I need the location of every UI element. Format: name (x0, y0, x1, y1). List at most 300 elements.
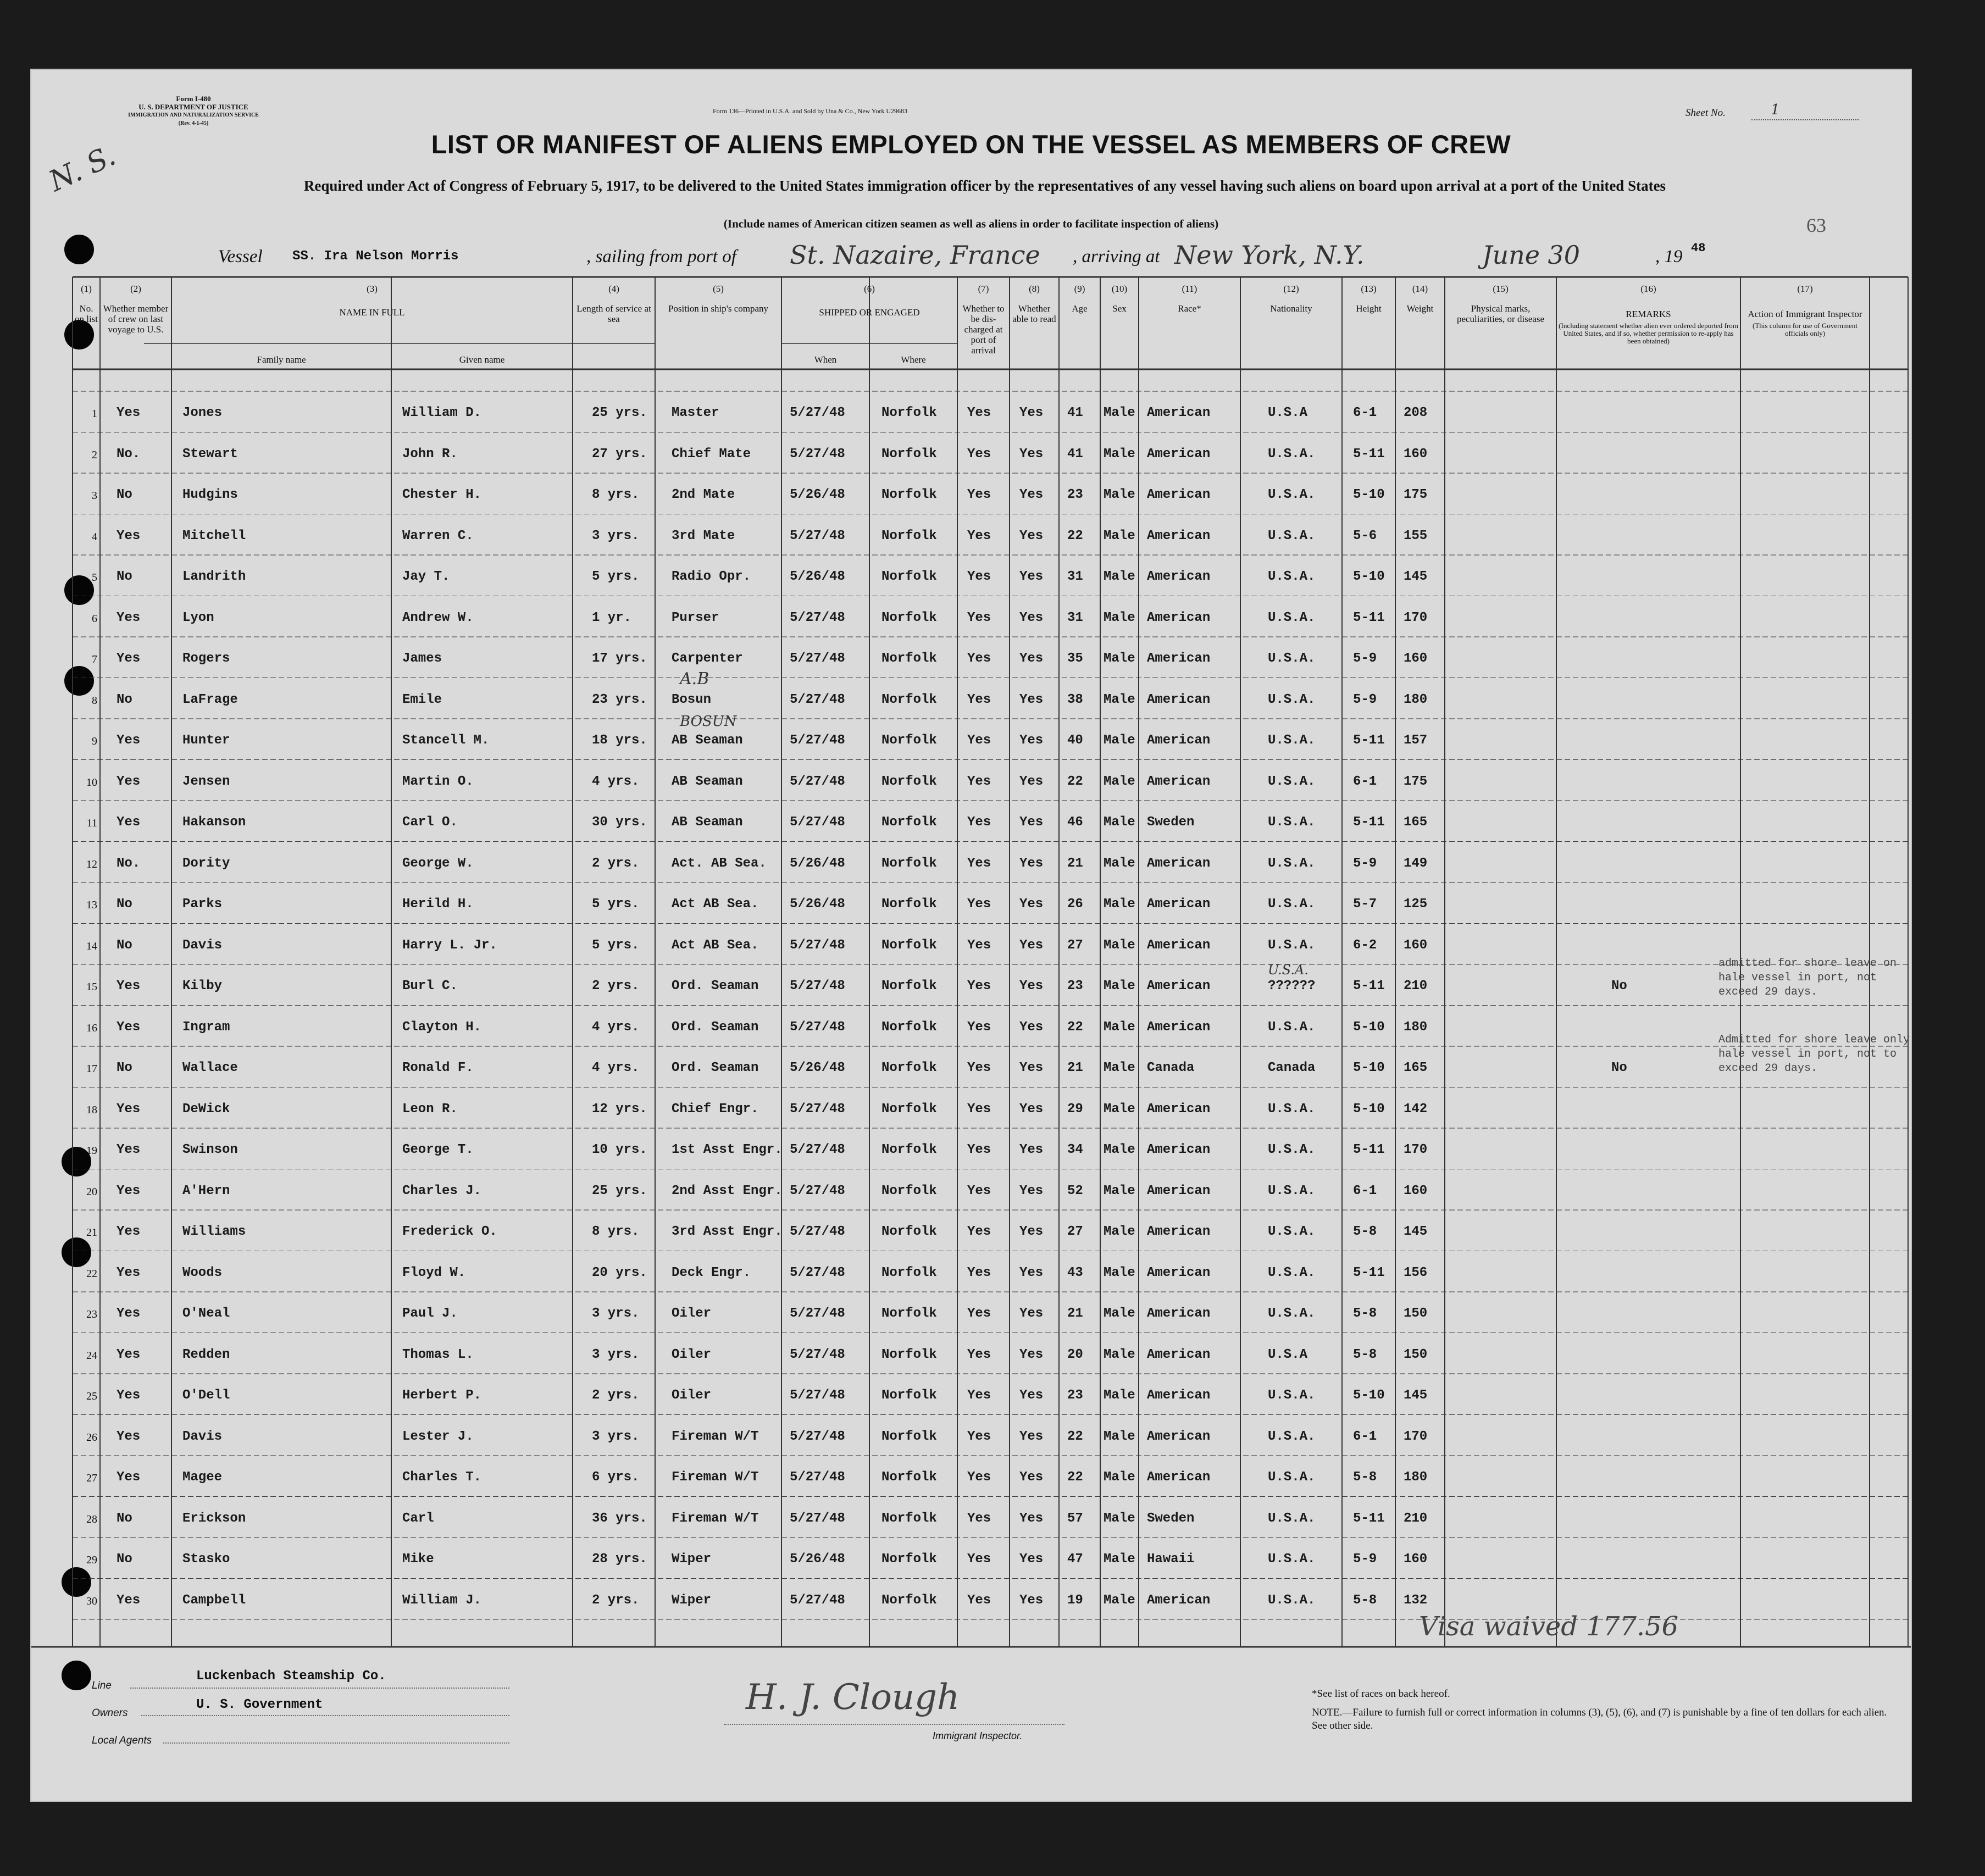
column-number: (17) (1797, 284, 1813, 294)
cell-given: John R. (402, 446, 458, 462)
column-number: (12) (1283, 284, 1299, 294)
column-subnote: (This column for use of Government officials only) (1753, 321, 1858, 337)
cell-given: William D. (402, 406, 482, 421)
cell-family: Landrith (182, 569, 246, 585)
cell-weight: 170 (1404, 610, 1428, 625)
cell-nationality: U.S.A. (1268, 1019, 1316, 1035)
cell-sex: Male (1104, 1470, 1135, 1485)
cell-discharge: Yes (967, 651, 991, 667)
row-number: 3 (92, 490, 97, 502)
cell-sex: Male (1104, 856, 1135, 871)
cell-position: AB Seaman (672, 815, 743, 830)
cell-nationality: U.S.A. (1268, 815, 1316, 830)
row8-position-correction: A.B (680, 669, 709, 689)
cell-weight: 170 (1404, 1429, 1428, 1444)
cell-given: Floyd W. (402, 1265, 466, 1280)
cell-height: 5-9 (1353, 1552, 1377, 1567)
column-number: (4) (608, 284, 619, 294)
cell-discharge: Yes (967, 1347, 991, 1362)
cell-when: 5/26/48 (790, 487, 845, 503)
cell-when: 5/26/48 (790, 1061, 845, 1076)
cell-when: 5/27/48 (790, 1265, 845, 1280)
cell-when: 5/27/48 (790, 1306, 845, 1322)
cell-weight: 210 (1404, 1511, 1428, 1526)
cell-weight: 145 (1404, 569, 1428, 585)
cell-race: American (1147, 1019, 1211, 1035)
cell-when: 5/26/48 (790, 897, 845, 912)
cell-given: Ronald F. (402, 1061, 474, 1076)
cell-sex: Male (1104, 733, 1135, 748)
cell-nationality: U.S.A. (1268, 856, 1316, 871)
cell-position: Fireman W/T (672, 1470, 759, 1485)
cell-sex: Male (1104, 937, 1135, 953)
cell-age: 21 (1067, 1306, 1083, 1322)
cell-age: 21 (1067, 1061, 1083, 1076)
cell-height: 5-9 (1353, 651, 1377, 667)
cell-position: Bosun (672, 692, 712, 707)
cell-discharge: Yes (967, 406, 991, 421)
cell-discharge: Yes (967, 1592, 991, 1608)
cell-read: Yes (1019, 610, 1044, 625)
cell-where: Norfolk (881, 446, 937, 462)
cell-age: 41 (1067, 446, 1083, 462)
row-number: 6 (92, 612, 97, 625)
cell-read: Yes (1019, 692, 1044, 707)
agents-underline (163, 1742, 509, 1744)
cell-voyage: No (117, 487, 132, 503)
cell-when: 5/26/48 (790, 856, 845, 871)
cell-service: 30 yrs. (592, 815, 647, 830)
column-subheader: When (814, 354, 837, 365)
cell-sex: Male (1104, 1429, 1135, 1444)
column-number: (15) (1493, 284, 1509, 294)
cell-family: Davis (182, 1429, 223, 1444)
line-value: Luckenbach Steamship Co. (196, 1669, 386, 1684)
row15-nationality-correction: U.S.A. (1268, 962, 1308, 978)
cell-height: 5-7 (1353, 897, 1377, 912)
row9-position-correction: BOSUN (680, 713, 737, 730)
cell-service: 6 yrs. (592, 1470, 640, 1485)
cell-voyage: Yes (117, 1347, 141, 1362)
column-header: Whether to be dis- charged at port of arrival (962, 303, 1005, 356)
cell-position: Wiper (672, 1552, 712, 1567)
cell-height: 5-11 (1353, 1511, 1385, 1526)
cell-position: Ord. Seaman (672, 1019, 759, 1035)
cell-where: Norfolk (881, 1347, 937, 1362)
cell-when: 5/27/48 (790, 1470, 845, 1485)
cell-when: 5/27/48 (790, 692, 845, 707)
cell-service: 27 yrs. (592, 446, 647, 462)
cell-where: Norfolk (881, 1224, 937, 1240)
cell-race: Sweden (1147, 1511, 1195, 1526)
arriving-label: , arriving at (1073, 247, 1160, 267)
cell-age: 21 (1067, 856, 1083, 871)
cell-when: 5/26/48 (790, 1552, 845, 1567)
row-number: 16 (86, 1022, 97, 1034)
cell-weight: 170 (1404, 1142, 1428, 1158)
cell-read: Yes (1019, 733, 1044, 748)
row15-remark: No (1611, 979, 1627, 994)
cell-nationality: U.S.A. (1268, 1265, 1316, 1280)
inspector-label: Immigrant Inspector. (933, 1730, 1023, 1741)
cell-position: AB Seaman (672, 733, 743, 748)
cell-age: 41 (1067, 406, 1083, 421)
cell-given: Lester J. (402, 1429, 474, 1444)
cell-nationality: U.S.A. (1268, 1511, 1316, 1526)
cell-read: Yes (1019, 1019, 1044, 1035)
cell-given: Herbert P. (402, 1388, 482, 1403)
cell-height: 5-10 (1353, 1101, 1385, 1117)
cell-where: Norfolk (881, 1552, 937, 1567)
cell-height: 5-8 (1353, 1470, 1377, 1485)
cell-family: Hunter (182, 733, 230, 748)
cell-sex: Male (1104, 651, 1135, 667)
cell-discharge: Yes (967, 1019, 991, 1035)
cell-read: Yes (1019, 937, 1044, 953)
cell-age: 31 (1067, 610, 1083, 625)
cell-voyage: No (117, 897, 132, 912)
cell-family: Jones (182, 406, 223, 421)
cell-when: 5/27/48 (790, 1592, 845, 1608)
department: U. S. DEPARTMENT OF JUSTICE (138, 103, 248, 111)
cell-position: AB Seaman (672, 774, 743, 789)
row-number: 27 (86, 1472, 97, 1485)
cell-given: Charles T. (402, 1470, 482, 1485)
cell-race: Hawaii (1147, 1552, 1195, 1567)
cell-age: 27 (1067, 937, 1083, 953)
cell-service: 1 yr. (592, 610, 632, 625)
cell-height: 5-10 (1353, 1061, 1385, 1076)
row-number: 25 (86, 1390, 97, 1403)
cell-service: 4 yrs. (592, 1061, 640, 1076)
owners-value: U. S. Government (196, 1697, 323, 1712)
cell-weight: 180 (1404, 1470, 1428, 1485)
cell-read: Yes (1019, 1101, 1044, 1117)
cell-sex: Male (1104, 1388, 1135, 1403)
cell-where: Norfolk (881, 487, 937, 503)
cell-discharge: Yes (967, 897, 991, 912)
cell-voyage: Yes (117, 1183, 141, 1198)
cell-service: 2 yrs. (592, 1388, 640, 1403)
cell-race: American (1147, 487, 1211, 503)
subtitle: Required under Act of Congress of February 5, 1917, to be delivered to the United States immigration officer by the representatives of any vessel having such aliens on board upon arrival at a port of the United States (303, 177, 1666, 194)
cell-discharge: Yes (967, 815, 991, 830)
cell-given: Thomas L. (402, 1347, 474, 1362)
cell-service: 23 yrs. (592, 692, 647, 707)
cell-family: Williams (182, 1224, 246, 1240)
column-header: Age (1072, 303, 1088, 314)
cell-sex: Male (1104, 487, 1135, 503)
cell-age: 22 (1067, 1429, 1083, 1444)
vessel-name: SS. Ira Nelson Morris (292, 249, 459, 264)
cell-position: 2nd Asst Engr. (672, 1183, 783, 1198)
revision: (Rev. 4-1-45) (178, 120, 209, 126)
cell-when: 5/27/48 (790, 1019, 845, 1035)
row-number: 22 (86, 1267, 97, 1280)
column-number: (9) (1074, 284, 1085, 294)
cell-nationality: U.S.A. (1268, 1552, 1316, 1567)
cell-race: American (1147, 610, 1211, 625)
cell-read: Yes (1019, 1429, 1044, 1444)
cell-race: Canada (1147, 1061, 1195, 1076)
cell-where: Norfolk (881, 1470, 937, 1485)
cell-height: 5-11 (1353, 815, 1385, 830)
cell-given: James (402, 651, 442, 667)
cell-position: Oiler (672, 1306, 712, 1322)
cell-given: Mike (402, 1552, 434, 1567)
cell-sex: Male (1104, 1552, 1135, 1567)
cell-age: 22 (1067, 1019, 1083, 1035)
cell-age: 27 (1067, 1224, 1083, 1240)
cell-race: American (1147, 1142, 1211, 1158)
cell-given: Charles J. (402, 1183, 482, 1198)
cell-service: 3 yrs. (592, 1306, 640, 1322)
cell-when: 5/27/48 (790, 733, 845, 748)
cell-nationality: U.S.A. (1268, 446, 1316, 462)
column-header: Physical marks, peculiarities, or disease (1456, 303, 1545, 324)
column-number: (10) (1111, 284, 1128, 294)
cell-service: 2 yrs. (592, 1592, 640, 1608)
cell-race: American (1147, 1101, 1211, 1117)
cell-nationality: U.S.A. (1268, 651, 1316, 667)
row-number: 4 (92, 530, 97, 543)
cell-family: Erickson (182, 1511, 246, 1526)
cell-where: Norfolk (881, 1061, 937, 1076)
row17-action-line: Admitted for shore leave only (1718, 1034, 1910, 1047)
cell-given: Jay T. (402, 569, 450, 585)
cell-nationality: U.S.A. (1268, 487, 1316, 503)
cell-age: 34 (1067, 1142, 1083, 1158)
cell-discharge: Yes (967, 937, 991, 953)
cell-weight: 145 (1404, 1224, 1428, 1240)
cell-service: 2 yrs. (592, 856, 640, 871)
cell-discharge: Yes (967, 1224, 991, 1240)
cell-sex: Male (1104, 1142, 1135, 1158)
line-label: Line (92, 1680, 112, 1691)
cell-nationality: U.S.A. (1268, 897, 1316, 912)
cell-nationality: U.S.A. (1268, 1224, 1316, 1240)
visa-note: Visa waived 177.56 (1419, 1611, 1679, 1642)
row-number: 23 (86, 1308, 97, 1321)
cell-where: Norfolk (881, 406, 937, 421)
cell-given: Herild H. (402, 897, 474, 912)
cell-service: 5 yrs. (592, 569, 640, 585)
cell-voyage: Yes (117, 774, 141, 789)
cell-where: Norfolk (881, 1019, 937, 1035)
cell-sex: Male (1104, 610, 1135, 625)
cell-family: DeWick (182, 1101, 230, 1117)
cell-voyage: No (117, 1061, 132, 1076)
owners-label: Owners (92, 1707, 128, 1719)
cell-sex: Male (1104, 1061, 1135, 1076)
cell-where: Norfolk (881, 1101, 937, 1117)
cell-discharge: Yes (967, 1388, 991, 1403)
column-header: SHIPPED OR ENGAGED (819, 307, 920, 318)
column-header: No. on list (74, 303, 98, 324)
cell-discharge: Yes (967, 446, 991, 462)
cell-when: 5/27/48 (790, 1142, 845, 1158)
cell-height: 5-11 (1353, 733, 1385, 748)
cell-voyage: Yes (117, 1429, 141, 1444)
cell-discharge: Yes (967, 487, 991, 503)
cell-voyage: Yes (117, 1101, 141, 1117)
signature-line (724, 1724, 1064, 1725)
cell-family: Rogers (182, 651, 230, 667)
cell-discharge: Yes (967, 569, 991, 585)
cell-position: Act. AB Sea. (672, 856, 767, 871)
cell-voyage: No (117, 1552, 132, 1567)
cell-when: 5/27/48 (790, 446, 845, 462)
row17-action-line: hale vessel in port, not to (1718, 1048, 1897, 1061)
cell-discharge: Yes (967, 856, 991, 871)
cell-position: Fireman W/T (672, 1429, 759, 1444)
cell-voyage: No. (117, 446, 141, 462)
cell-when: 5/27/48 (790, 979, 845, 994)
cell-height: 6-1 (1353, 774, 1377, 789)
sheet-label: Sheet No. (1685, 107, 1726, 119)
cell-age: 40 (1067, 733, 1083, 748)
cell-position: Wiper (672, 1592, 712, 1608)
cell-service: 2 yrs. (592, 979, 640, 994)
cell-race: American (1147, 692, 1211, 707)
row17-action-line: exceed 29 days. (1718, 1062, 1818, 1075)
cell-age: 22 (1067, 1470, 1083, 1485)
cell-nationality: U.S.A. (1268, 1429, 1316, 1444)
cell-position: 3rd Asst Engr. (672, 1224, 783, 1240)
cell-given: William J. (402, 1592, 482, 1608)
arrival-date: June 30 (1482, 240, 1581, 270)
row-number: 12 (86, 858, 97, 870)
row15-action (1718, 957, 1897, 1000)
arrival-port: New York, N.Y. (1174, 240, 1365, 270)
cell-given: George W. (402, 856, 474, 871)
cell-given: Paul J. (402, 1306, 458, 1322)
cell-sex: Male (1104, 1265, 1135, 1280)
cell-sex: Male (1104, 1511, 1135, 1526)
cell-height: 5-10 (1353, 569, 1385, 585)
cell-weight: 157 (1404, 733, 1428, 748)
cell-age: 29 (1067, 1101, 1083, 1117)
cell-read: Yes (1019, 487, 1044, 503)
cell-age: 20 (1067, 1347, 1083, 1362)
cell-family: Parks (182, 897, 223, 912)
row-number: 18 (86, 1103, 97, 1116)
cell-nationality: U.S.A (1268, 1347, 1308, 1362)
row-number: 7 (92, 653, 97, 666)
cell-race: American (1147, 446, 1211, 462)
cell-service: 25 yrs. (592, 406, 647, 421)
cell-sex: Male (1104, 528, 1135, 543)
cell-weight: 210 (1404, 979, 1428, 994)
cell-given: Harry L. Jr. (402, 937, 497, 953)
include-note: (Include names of American citizen seamen as well as aliens in order to facilitate inspection of aliens) (723, 217, 1219, 230)
stamp-number: 63 (1806, 214, 1826, 236)
cell-nationality: U.S.A. (1268, 569, 1316, 585)
row15-action-line: exceed 29 days. (1718, 986, 1818, 999)
cell-voyage: Yes (117, 1306, 141, 1322)
column-header: Nationality (1270, 303, 1312, 314)
row-number: 28 (86, 1513, 97, 1525)
cell-family: Redden (182, 1347, 230, 1362)
cell-race: American (1147, 1470, 1211, 1485)
cell-read: Yes (1019, 856, 1044, 871)
cell-position: Oiler (672, 1388, 712, 1403)
cell-given: George T. (402, 1142, 474, 1158)
cell-voyage: Yes (117, 406, 141, 421)
cell-nationality: U.S.A. (1268, 1470, 1316, 1485)
column-header: NAME IN FULL (339, 307, 405, 318)
cell-voyage: Yes (117, 1224, 141, 1240)
cell-service: 3 yrs. (592, 1347, 640, 1362)
cell-given: Andrew W. (402, 610, 474, 625)
cell-where: Norfolk (881, 774, 937, 789)
cell-discharge: Yes (967, 528, 991, 543)
cell-family: Campbell (182, 1592, 246, 1608)
cell-when: 5/27/48 (790, 1101, 845, 1117)
cell-position: Act AB Sea. (672, 897, 759, 912)
cell-height: 5-8 (1353, 1306, 1377, 1322)
cell-nationality: U.S.A (1268, 406, 1308, 421)
cell-weight: 175 (1404, 487, 1428, 503)
column-header: Whether able to read (1012, 303, 1056, 324)
cell-race: American (1147, 774, 1211, 789)
cell-position: Chief Mate (672, 446, 751, 462)
column-header: REMARKS (1626, 309, 1671, 319)
row-number: 15 (86, 981, 97, 993)
year-prefix: , 19 (1655, 247, 1683, 267)
cell-when: 5/27/48 (790, 774, 845, 789)
cell-voyage: Yes (117, 1388, 141, 1403)
cell-age: 31 (1067, 569, 1083, 585)
cell-given: Frederick O. (402, 1224, 497, 1240)
cell-race: American (1147, 1265, 1211, 1280)
column-subnote: (Including statement whether alien ever ordered deported from United States, and if so, whether permission to re-apply has been obtained) (1559, 321, 1738, 345)
column-number: (13) (1361, 284, 1377, 294)
cell-read: Yes (1019, 1061, 1044, 1076)
cell-age: 23 (1067, 487, 1083, 503)
cell-family: Hudgins (182, 487, 238, 503)
column-number: (14) (1412, 284, 1428, 294)
cell-family: Ingram (182, 1019, 230, 1035)
cell-where: Norfolk (881, 528, 937, 543)
cell-age: 26 (1067, 897, 1083, 912)
cell-discharge: Yes (967, 1429, 991, 1444)
cell-height: 6-1 (1353, 1429, 1377, 1444)
cell-sex: Male (1104, 979, 1135, 994)
cell-family: Magee (182, 1470, 223, 1485)
cell-weight: 180 (1404, 692, 1428, 707)
column-number: (8) (1029, 284, 1040, 294)
cell-nationality: U.S.A. (1268, 528, 1316, 543)
column-header: Action of Immigrant Inspector (1748, 309, 1862, 319)
cell-given: Emile (402, 692, 442, 707)
column-header: Race* (1178, 303, 1201, 314)
column-number: (11) (1182, 284, 1197, 294)
cell-race: American (1147, 1224, 1211, 1240)
cell-voyage: No (117, 569, 132, 585)
cell-age: 46 (1067, 815, 1083, 830)
cell-service: 17 yrs. (592, 651, 647, 667)
column-header: Height (1356, 303, 1382, 314)
cell-weight: 150 (1404, 1347, 1428, 1362)
cell-read: Yes (1019, 774, 1044, 789)
cell-position: Ord. Seaman (672, 1061, 759, 1076)
row-number: 30 (86, 1595, 97, 1607)
cell-height: 5-10 (1353, 1388, 1385, 1403)
column-subheader: Where (901, 354, 926, 365)
penalty-note: NOTE.—Failure to furnish full or correct information in columns (3), (5), (6), and (7) is punishable by a fine of ten dollars for each alien. See other side. (1312, 1707, 1887, 1731)
row-number: 14 (86, 940, 97, 952)
